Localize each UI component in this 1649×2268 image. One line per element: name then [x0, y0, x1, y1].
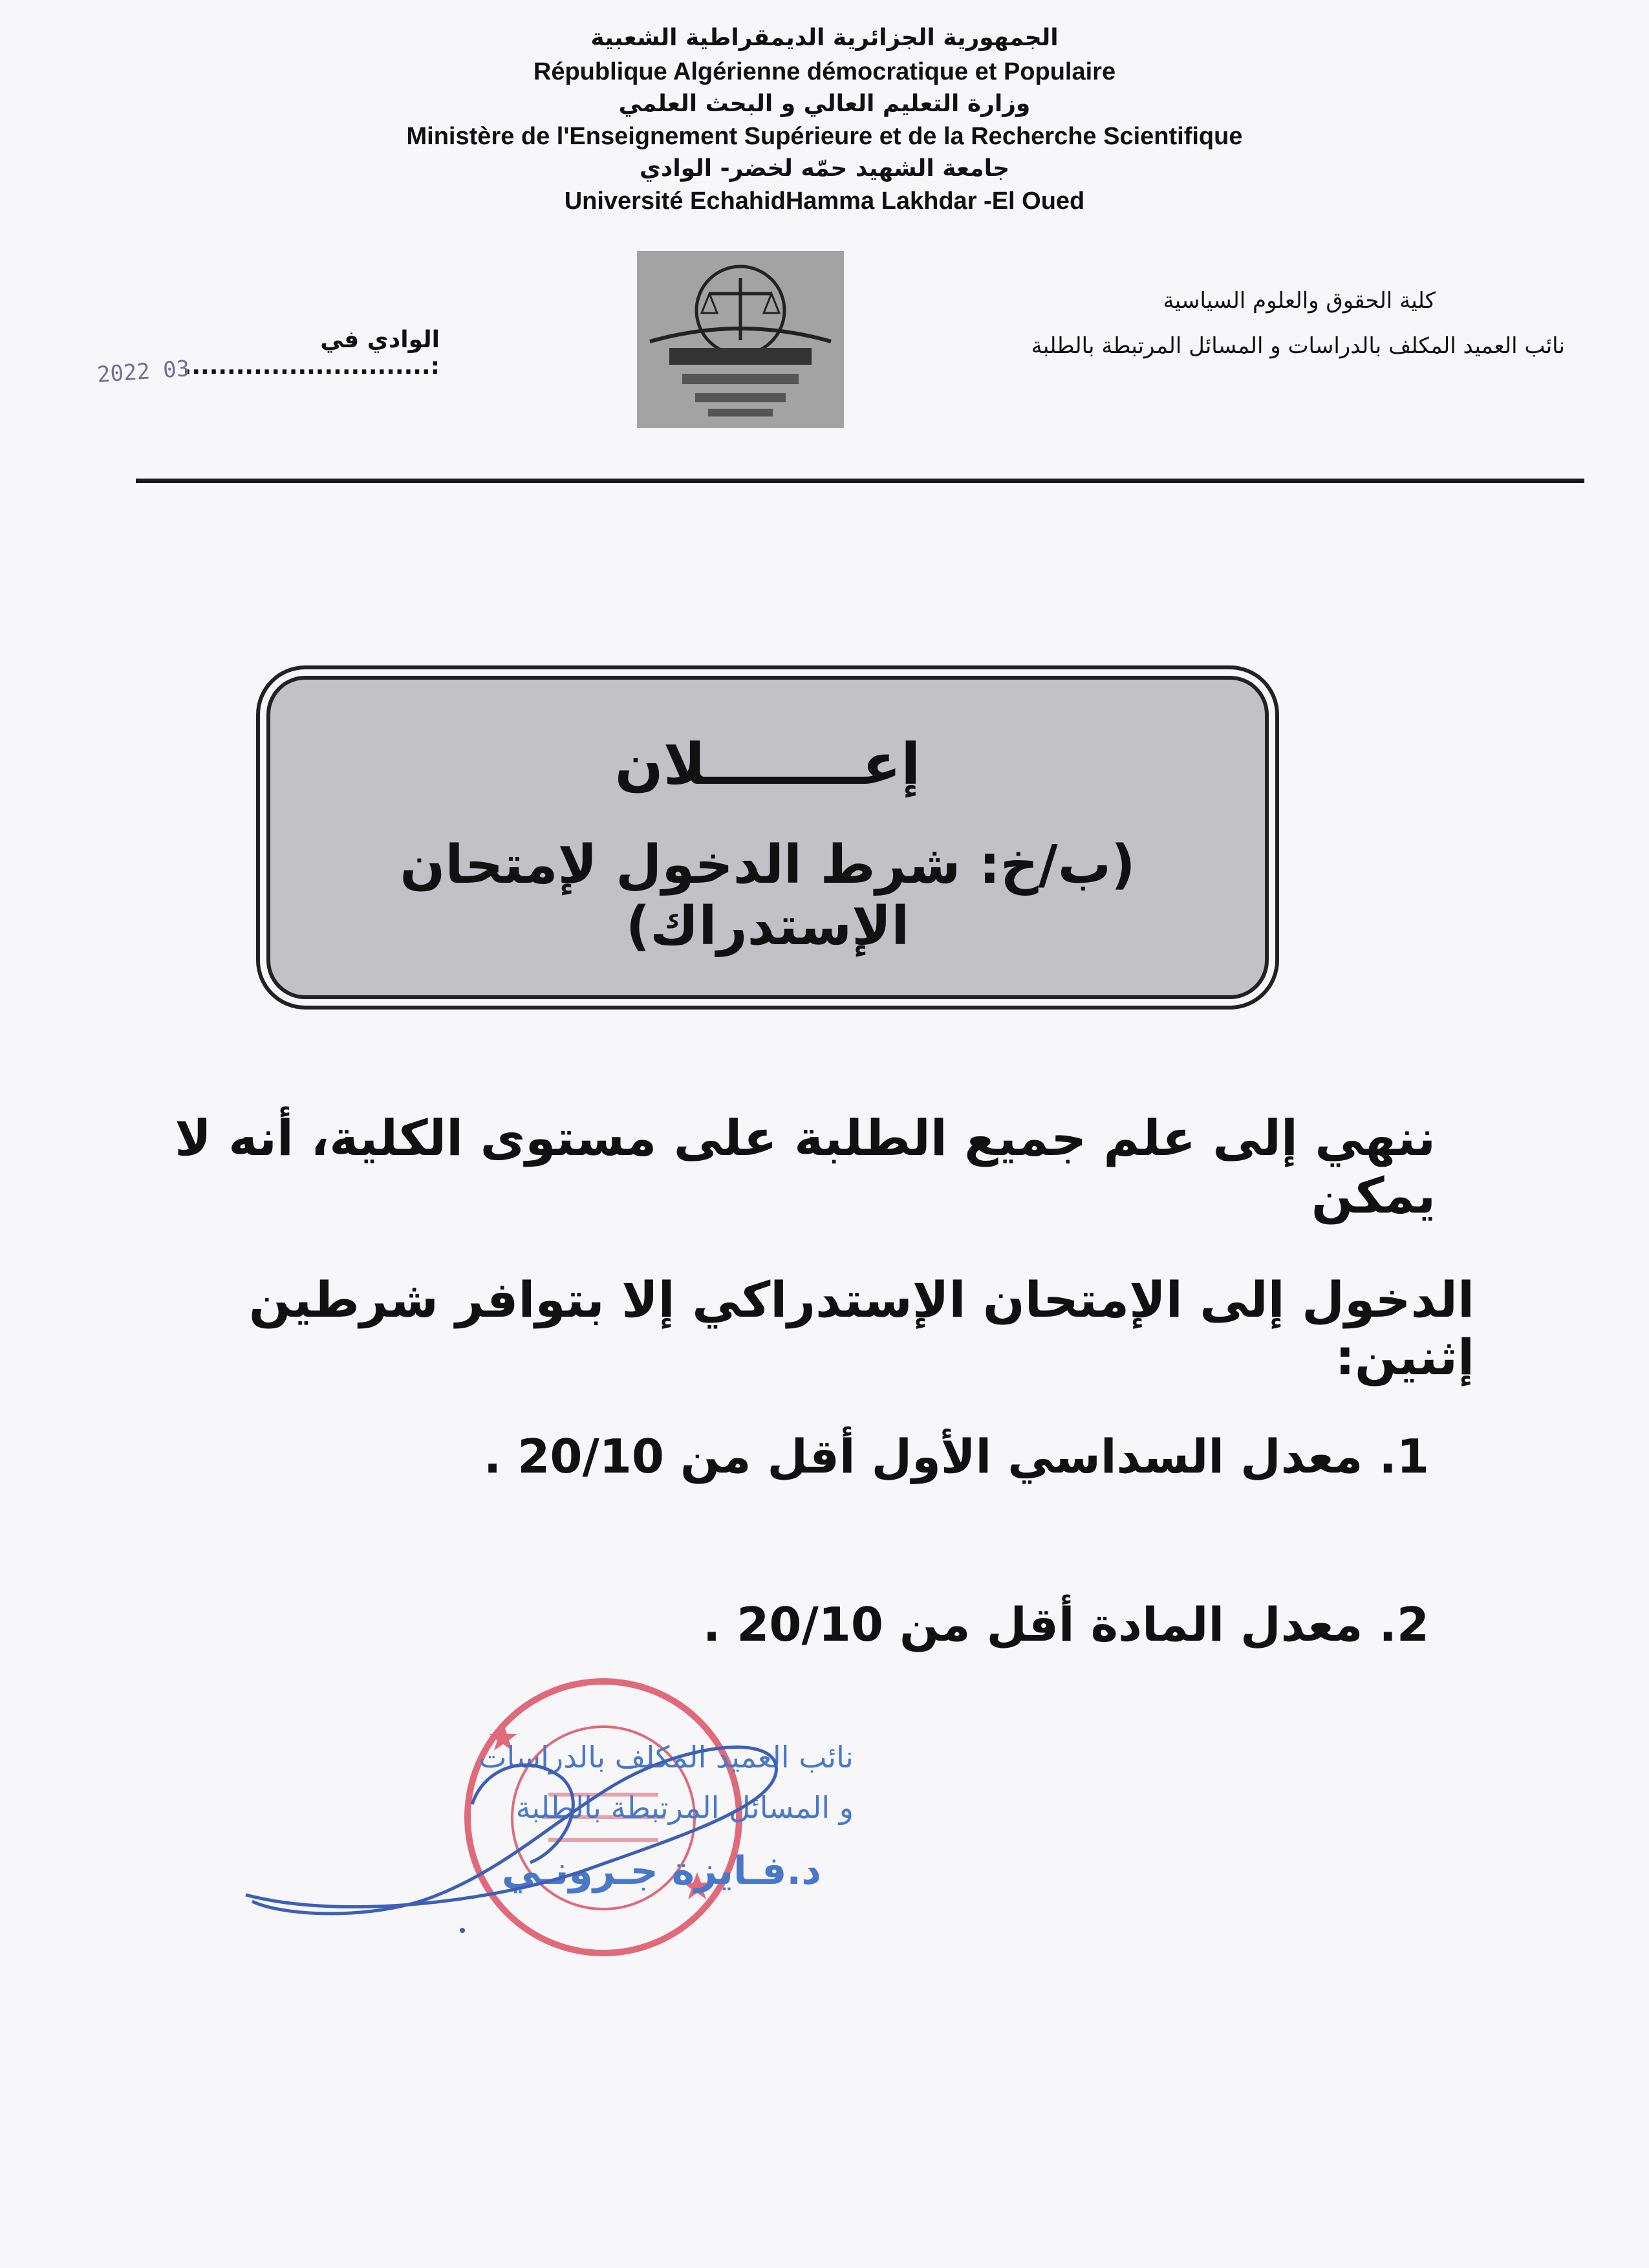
header-divider: [136, 479, 1584, 483]
header-republic-ar: الجمهورية الجزائرية الديمقراطية الشعبية: [590, 25, 1059, 51]
faculty-name: كلية الحقوق والعلوم السياسية: [1163, 288, 1436, 314]
header-republic-fr: République Algérienne démocratique et Populaire: [533, 58, 1116, 85]
header-ministry-fr: Ministère de l'Enseignement Supérieure et de la Recherche Scientifique: [406, 123, 1243, 150]
header-university-fr: Université EchahidHamma Lakhdar -El Oued: [564, 188, 1085, 215]
signatory-name: د.فـايزة جـرونـي: [501, 1848, 821, 1894]
header-university-ar: جامعة الشهيد حمّه لخضر- الوادي: [639, 155, 1010, 182]
header-ministry-ar: وزارة التعليم العالي و البحث العلمي: [618, 91, 1031, 117]
notice-title: إعــــــــلان: [614, 731, 921, 797]
scales-of-justice-icon: [637, 251, 844, 428]
date-stamp: 2022 03: [96, 356, 191, 388]
place-date-label: الوادي في :............................: [182, 327, 440, 380]
condition-item-2: 2. معدل المادة أقل من 20/10 .: [702, 1597, 1429, 1652]
body-line-1: ننهي إلى علم جميع الطلبة على مستوى الكلية، أنه لا يمكن: [175, 1109, 1436, 1224]
signature-title-line-1: نائب العميد المكلف بالدراسات: [479, 1740, 854, 1775]
notice-subtitle: (ب/خ: شرط الدخول لإمتحان الإستدراك): [400, 834, 1136, 957]
condition-item-1: 1. معدل السداسي الأول أقل من 20/10 .: [483, 1429, 1429, 1484]
body-line-2: الدخول إلى الإمتحان الإستدراكي إلا بتوافر شرطين إثنين:: [248, 1271, 1474, 1386]
signature-title-line-2: و المسائل المرتبطة بالطلبة: [515, 1790, 854, 1825]
handwritten-signature-icon: [226, 1707, 795, 1940]
vice-dean-office: نائب العميد المكلف بالدراسات و المسائل المرتبطة بالطلبة: [1031, 333, 1565, 359]
faculty-logo: [637, 251, 844, 428]
